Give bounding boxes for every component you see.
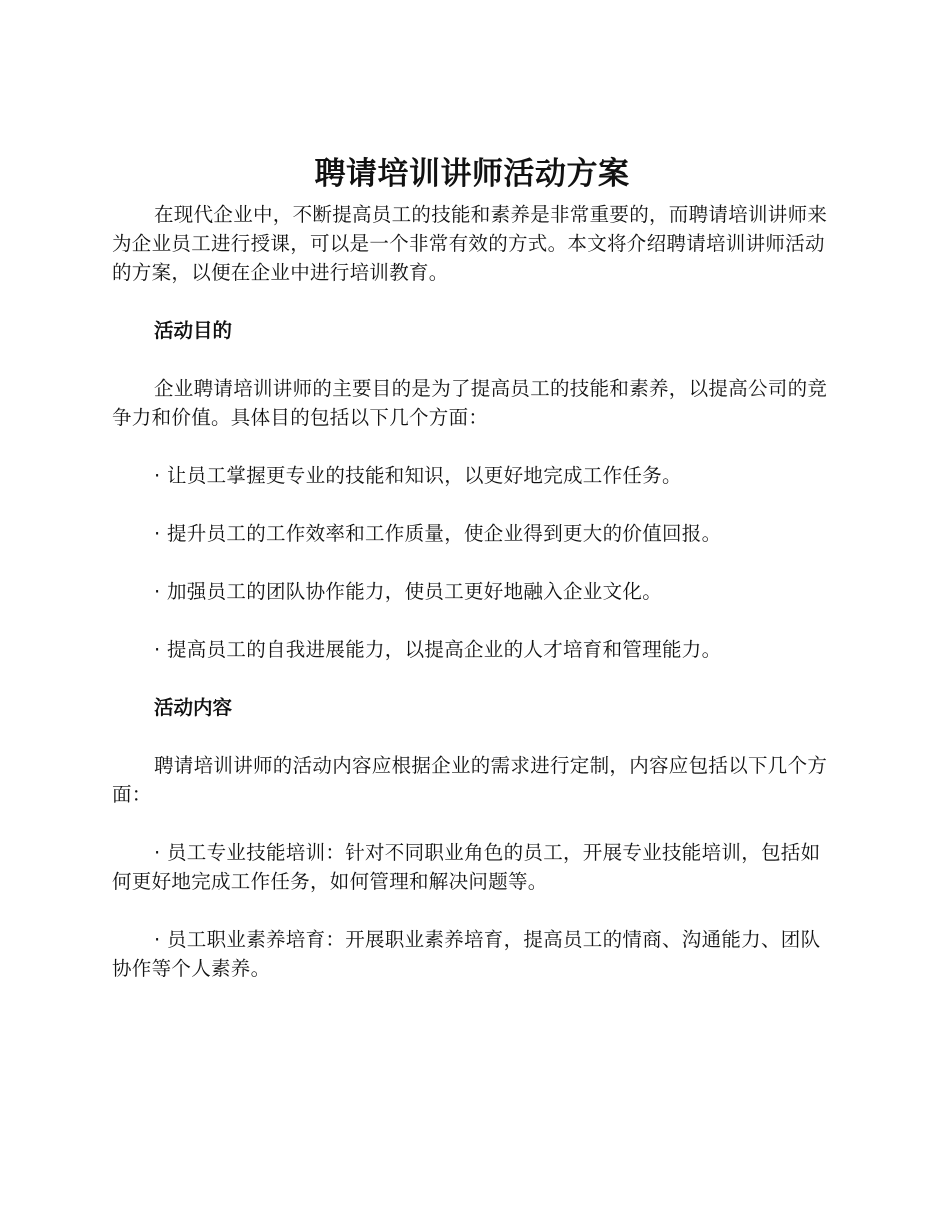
purpose-paragraph: 企业聘请培训讲师的主要目的是为了提高员工的技能和素养，以提高公司的竞争力和价值。具体目的包括以下几个方面：: [112, 377, 828, 429]
content-bullet-2: · 员工职业素养培育：开展职业素养培育，提高员工的情商、沟通能力、团队协作等个人素养。: [112, 928, 821, 980]
purpose-bullet-4: · 提高员工的自我进展能力，以提高企业的人才培育和管理能力。: [154, 638, 722, 661]
document-title: 聘请培训讲师活动方案: [314, 156, 630, 192]
document-page: [112, 148, 832, 1012]
section-heading-content: 活动内容: [154, 696, 233, 719]
content-paragraph: 聘请培训讲师的活动内容应根据企业的需求进行定制，内容应包括以下几个方面：: [112, 754, 828, 806]
purpose-bullet-3: · 加强员工的团队协作能力，使员工更好地融入企业文化。: [154, 580, 662, 603]
content-bullet-1: · 员工专业技能培训：针对不同职业角色的员工，开展专业技能培训，包括如何更好地完成工作任务，如何管理和解决问题等。: [112, 841, 821, 893]
section-heading-purpose: 活动目的: [154, 319, 233, 342]
purpose-bullet-2: · 提升员工的工作效率和工作质量，使企业得到更大的价值回报。: [154, 522, 722, 545]
purpose-bullet-1: · 让员工掌握更专业的技能和知识，以更好地完成工作任务。: [154, 464, 682, 487]
intro-paragraph: 在现代企业中，不断提高员工的技能和素养是非常重要的，而聘请培训讲师来为企业员工进行授课，可以是一个非常有效的方式。本文将介绍聘请培训讲师活动的方案，以便在企业中进行培训教育。: [112, 203, 828, 284]
